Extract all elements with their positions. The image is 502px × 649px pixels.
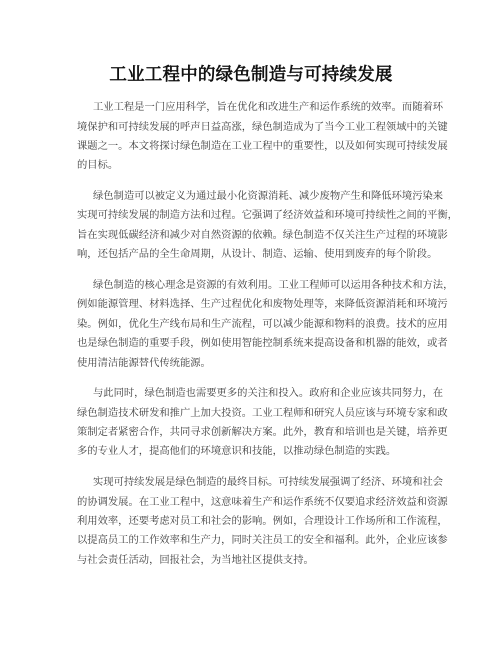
paragraph-line: 也是绿色制造的重要手段，例如使用智能控制系统来提高设备和机器的能效，或者 (77, 337, 448, 349)
paragraph-line: 染。例如，优化生产线布局和生产流程，可以减少能源和物料的浪费。技术的应用 (77, 318, 448, 330)
paragraph-line: 课题之一。本文将探讨绿色制造在工业工程中的重要性，以及如何实现可持续发展 (77, 140, 448, 152)
paragraph-line: 工业工程是一门应用科学，旨在优化和改进生产和运作系统的效率。而随着环 (93, 101, 444, 113)
paragraph-line: 与此同时，绿色制造也需要更多的关注和投入。政府和企业应该共同努力，在 (93, 387, 444, 399)
paragraph-line: 绿色制造的核心理念是资源的有效利用。工业工程师可以运用各种技术和方法， (93, 279, 454, 291)
paragraph-line: 实现可持续发展的制造方法和过程。它强调了经济效益和环境可持续性之间的平衡， (77, 209, 458, 221)
document-title: 工业工程中的绿色制造与可持续发展 (109, 65, 393, 85)
paragraph-line: 例如能源管理、材料选择、生产过程优化和废物处理等，来降低资源消耗和环境污 (77, 298, 448, 310)
paragraph-line: 响，还包括产品的全生命周期，从设计、制造、运输、使用到废弃的每个阶段。 (77, 248, 438, 260)
paragraph-line: 使用清洁能源替代传统能源。 (77, 357, 211, 369)
paragraph-line: 的目标。 (77, 159, 119, 171)
paragraph-line: 多的专业人才，提高他们的环境意识和技能，以推动绿色制造的实践。 (77, 445, 397, 457)
paragraph-line: 的协调发展。在工业工程中，这意味着生产和运作系统不仅要追求经济效益和资源 (77, 496, 448, 508)
paragraph-line: 与社会责任活动，回报社会，为当地社区提供支持。 (77, 554, 314, 566)
paragraph-line: 策制定者紧密合作，共同寻求创新解决方案。此外，教育和培训也是关键，培养更 (77, 426, 448, 438)
paragraph-line: 以提高员工的工作效率和生产力，同时关注员工的安全和福利。此外，企业应该参 (77, 534, 448, 546)
paragraph-line: 实现可持续发展是绿色制造的最终目标。可持续发展强调了经济、环境和社会 (93, 476, 444, 488)
paragraph-line: 境保护和可持续发展的呼声日益高涨，绿色制造成为了当今工业工程领域中的关键 (77, 121, 448, 133)
paragraph-line: 绿色制造技术研发和推广上加大投资。工业工程师和研究人员应该与环境专家和政 (77, 407, 448, 419)
paragraph-line: 利用效率，还要考虑对员工和社会的影响。例如，合理设计工作场所和工作流程， (77, 515, 448, 527)
paragraph-line: 旨在实现低碳经济和减少对自然资源的依赖。绿色制造不仅关注生产过程的环境影 (77, 229, 448, 241)
paragraph-line: 绿色制造可以被定义为通过最小化资源消耗、减少废物产生和降低环境污染来 (93, 190, 444, 202)
